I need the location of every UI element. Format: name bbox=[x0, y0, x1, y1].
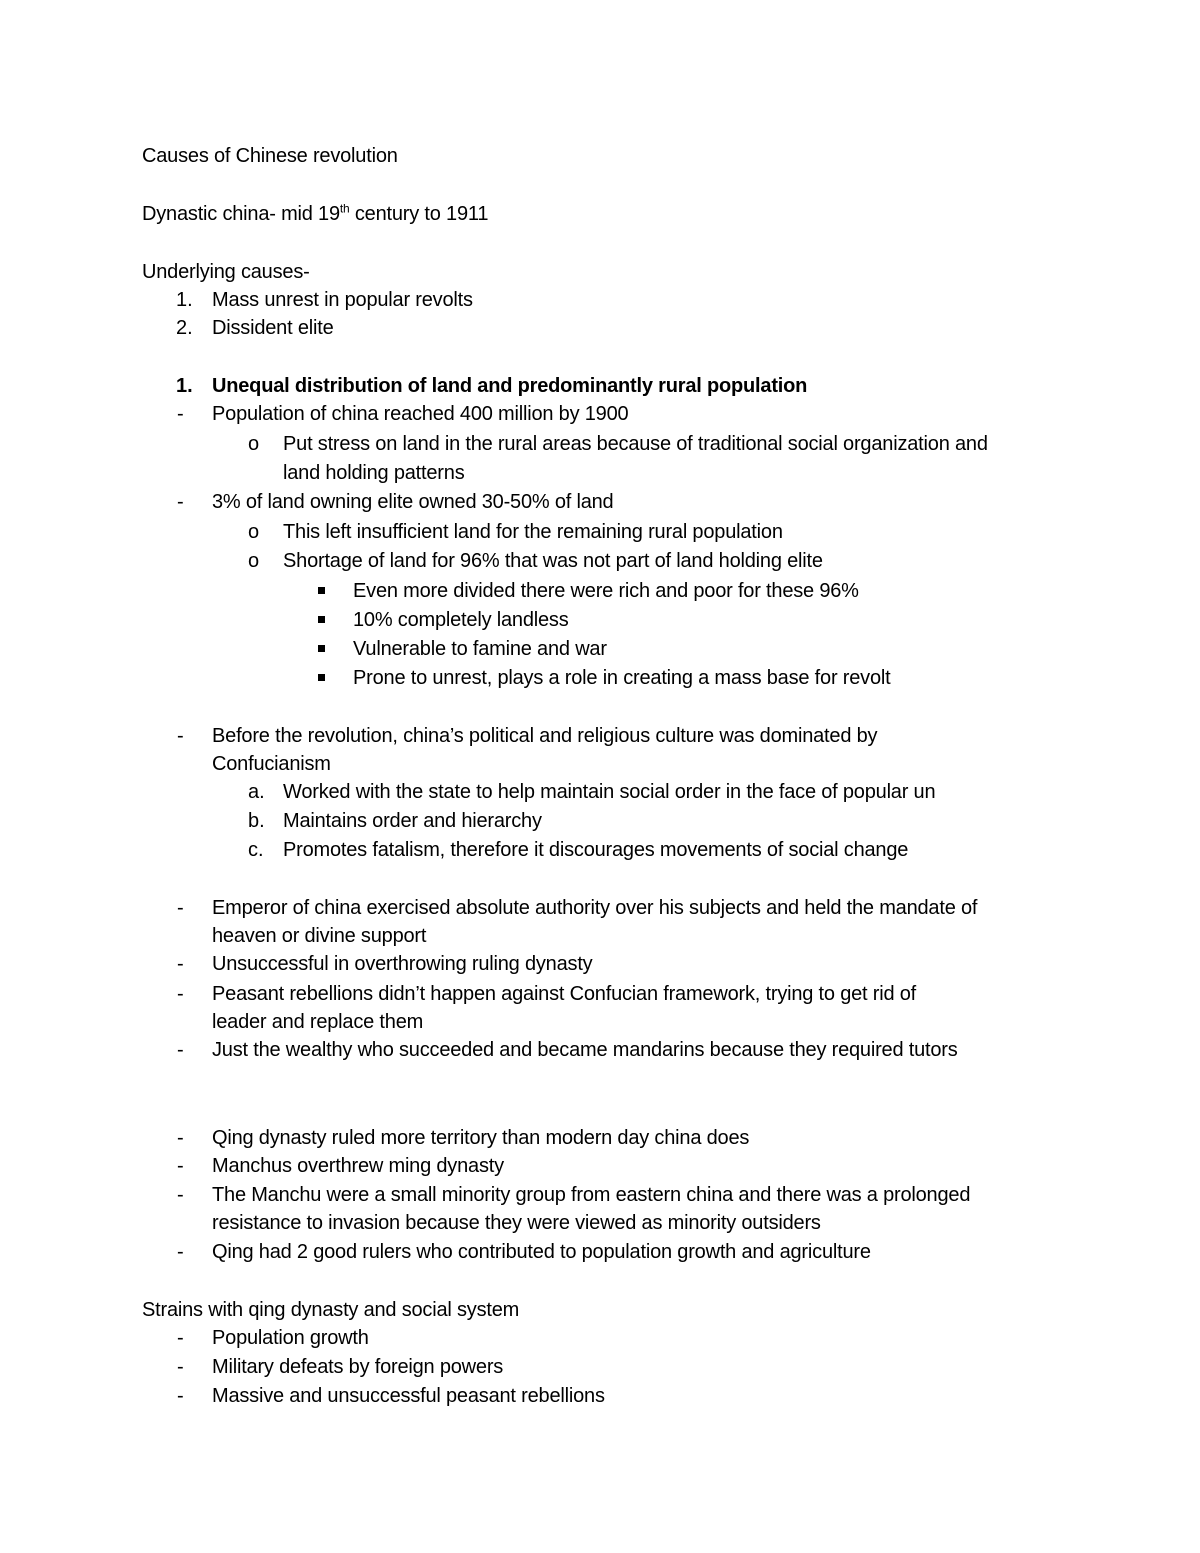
sub-sub-bullet-text: 10% completely landless bbox=[353, 609, 569, 631]
bullet-text-continued: resistance to invasion because they were viewed as minority outsiders bbox=[212, 1212, 821, 1234]
dash-bullet: - bbox=[177, 953, 184, 975]
section-heading: Unequal distribution of land and predominantly rural population bbox=[212, 375, 808, 397]
bullet-text: Qing dynasty ruled more territory than modern day china does bbox=[212, 1127, 750, 1149]
letter-marker: b. bbox=[248, 810, 265, 832]
bullet-text: Before the revolution, china’s political and religious culture was dominated by bbox=[212, 725, 878, 747]
circle-bullet: o bbox=[248, 550, 260, 572]
lettered-item: Maintains order and hierarchy bbox=[283, 810, 542, 832]
sub-sub-bullet-text: Prone to unrest, plays a role in creating a mass base for revolt bbox=[353, 667, 891, 689]
bullet-text: Population of china reached 400 million by 1900 bbox=[212, 403, 629, 425]
bullet-text-continued: heaven or divine support bbox=[212, 925, 427, 947]
bullet-text: Qing had 2 good rulers who contributed to population growth and agriculture bbox=[212, 1241, 871, 1263]
circle-bullet: o bbox=[248, 433, 260, 455]
dash-bullet: - bbox=[177, 1184, 184, 1206]
bullet-text: The Manchu were a small minority group from eastern china and there was a prolonged bbox=[212, 1184, 971, 1206]
dash-bullet: - bbox=[177, 897, 184, 919]
dash-bullet: - bbox=[177, 1385, 184, 1407]
dash-bullet: - bbox=[177, 403, 184, 425]
sub-sub-bullet-text: Vulnerable to famine and war bbox=[353, 638, 607, 660]
square-bullet bbox=[318, 587, 325, 594]
letter-marker: a. bbox=[248, 781, 265, 803]
list-item: Mass unrest in popular revolts bbox=[212, 289, 473, 311]
dash-bullet: - bbox=[177, 1039, 184, 1061]
dash-bullet: - bbox=[177, 1241, 184, 1263]
bullet-text: Massive and unsuccessful peasant rebellions bbox=[212, 1385, 605, 1407]
bullet-text: 3% of land owning elite owned 30-50% of land bbox=[212, 491, 614, 513]
square-bullet bbox=[318, 674, 325, 681]
dash-bullet: - bbox=[177, 983, 184, 1005]
sub-bullet-text: This left insufficient land for the remaining rural population bbox=[283, 521, 783, 543]
dash-bullet: - bbox=[177, 1127, 184, 1149]
lettered-item: Promotes fatalism, therefore it discourages movements of social change bbox=[283, 839, 909, 861]
letter-marker: c. bbox=[248, 839, 264, 861]
sub-sub-bullet-text: Even more divided there were rich and poor for these 96% bbox=[353, 580, 859, 602]
document-title: Causes of Chinese revolution bbox=[142, 145, 398, 167]
period-superscript: th bbox=[339, 201, 350, 216]
period-line bbox=[142, 200, 488, 228]
dash-bullet: - bbox=[177, 491, 184, 513]
list-item: Dissident elite bbox=[212, 317, 334, 339]
circle-bullet: o bbox=[248, 521, 260, 543]
square-bullet bbox=[318, 616, 325, 623]
bullet-text: Emperor of china exercised absolute authority over his subjects and held the mandate of bbox=[212, 897, 978, 919]
period-prefix: Dynastic china- mid 19 bbox=[142, 203, 340, 225]
dash-bullet: - bbox=[177, 1327, 184, 1349]
square-bullet bbox=[318, 645, 325, 652]
bullet-text: Unsuccessful in overthrowing ruling dynasty bbox=[212, 953, 593, 975]
bullet-text-continued: leader and replace them bbox=[212, 1011, 424, 1033]
bullet-text: Peasant rebellions didn’t happen against Confucian framework, trying to get rid of bbox=[212, 983, 917, 1005]
dash-bullet: - bbox=[177, 725, 184, 747]
sub-bullet-text: Put stress on land in the rural areas because of traditional social organization and bbox=[283, 433, 988, 455]
underlying-heading: Underlying causes- bbox=[142, 261, 310, 283]
bullet-text-continued: Confucianism bbox=[212, 753, 331, 775]
dash-bullet: - bbox=[177, 1155, 184, 1177]
sub-bullet-text: Shortage of land for 96% that was not part of land holding elite bbox=[283, 550, 823, 572]
bullet-text: Just the wealthy who succeeded and became mandarins because they required tutors bbox=[212, 1039, 958, 1061]
section-marker: 1. bbox=[176, 375, 193, 397]
bullet-text: Military defeats by foreign powers bbox=[212, 1356, 504, 1378]
bullet-text: Manchus overthrew ming dynasty bbox=[212, 1155, 504, 1177]
list-marker: 2. bbox=[176, 317, 193, 339]
bullet-text: Population growth bbox=[212, 1327, 369, 1349]
strains-heading: Strains with qing dynasty and social system bbox=[142, 1299, 520, 1321]
period-suffix: century to 1911 bbox=[349, 203, 489, 225]
lettered-item: Worked with the state to help maintain social order in the face of popular un bbox=[283, 781, 936, 803]
list-marker: 1. bbox=[176, 289, 193, 311]
sub-bullet-text-continued: land holding patterns bbox=[283, 462, 465, 484]
dash-bullet: - bbox=[177, 1356, 184, 1378]
